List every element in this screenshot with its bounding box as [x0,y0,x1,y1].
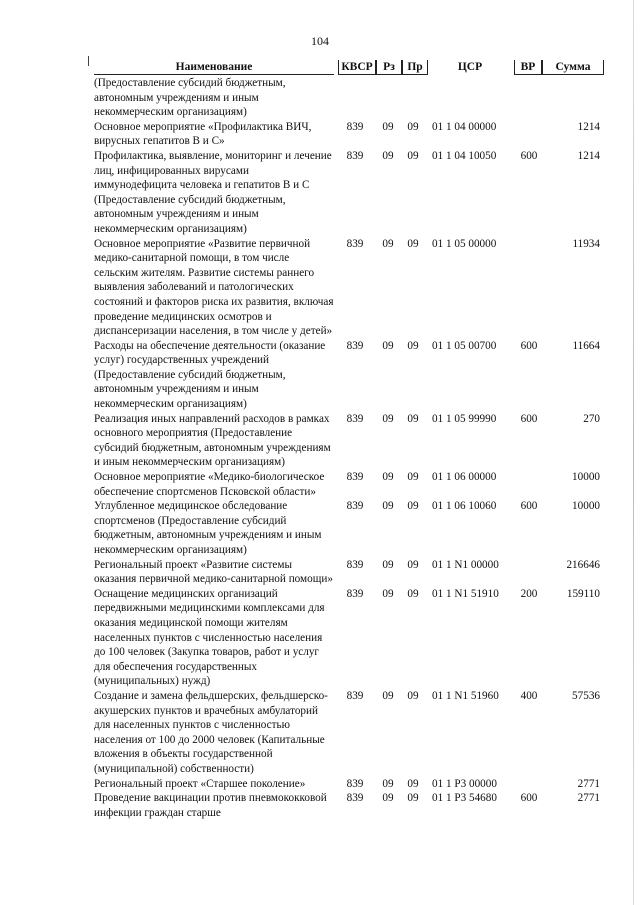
row-kvsr: 839 [346,587,364,600]
row-kvsr: 839 [346,558,364,571]
row-pr: 09 [407,412,419,425]
row-kvsr: 839 [346,471,364,484]
row-name: Профилактика, выявление, мониторинг и лечение лиц, инфицированных вирусами иммунодефицита человека и гепатитов В и С (Предоставление субсидий бюджетным, автономным учреждениям и иным некоммерческим организациям) [94,149,332,235]
row-sum: 10000 [572,471,600,484]
row-rz: 09 [382,777,394,790]
table-row [94,339,606,412]
row-pr: 09 [407,149,419,162]
row-csr: 01 1 06 10060 [432,500,497,513]
row-pr: 09 [407,777,419,790]
header-rz: Рз [376,60,402,75]
row-rz: 09 [382,500,394,513]
row-pr: 09 [407,237,419,250]
row-pr: 09 [407,587,419,600]
row-rz: 09 [382,412,394,425]
row-vr: 600 [520,792,538,805]
row-pr: 09 [407,339,419,352]
row-kvsr: 839 [346,689,364,702]
header-vr: ВР [514,60,542,75]
row-vr: 600 [520,149,538,162]
row-vr: 200 [520,587,538,600]
row-kvsr: 839 [346,777,364,790]
row-csr: 01 1 P3 00000 [432,777,497,790]
row-name: Реализация иных направлений расходов в рамках основного мероприятия (Предоставление субсидий бюджетным, автономным учреждениям и иным некоммерческим организациям) [94,412,331,469]
table-row [94,149,606,237]
row-kvsr: 839 [346,500,364,513]
row-rz: 09 [382,689,394,702]
row-sum: 216646 [566,558,600,571]
row-csr: 01 1 N1 51910 [432,587,499,600]
header-sum: Сумма [542,60,604,75]
row-rz: 09 [382,558,394,571]
margin-tick [88,56,89,66]
row-name: Основное мероприятие «Профилактика ВИЧ, вирусных гепатитов В и С» [94,120,312,148]
row-sum: 10000 [572,500,600,513]
row-sum: 57536 [572,689,600,702]
row-kvsr: 839 [346,339,364,352]
row-name: Основное мероприятие «Медико-биологическое обеспечение спортсменов Псковской области» [94,471,325,498]
table-row [94,120,606,149]
row-rz: 09 [382,149,394,162]
row-rz: 09 [382,471,394,484]
table-row [94,777,606,792]
scan-edge [633,0,634,905]
row-csr: 01 1 N1 00000 [432,558,499,571]
row-pr: 09 [407,558,419,571]
table-row [94,76,606,120]
row-kvsr: 839 [346,792,364,805]
row-sum: 1214 [577,149,600,162]
table-row [94,237,606,339]
row-vr: 600 [520,339,538,352]
row-kvsr: 839 [346,412,364,425]
row-name: (Предоставление субсидий бюджетным, автономным учреждениям и иным некоммерческим организациям) [94,77,286,119]
row-sum: 11664 [572,339,600,352]
row-csr: 01 1 04 10050 [432,149,497,162]
table-row [94,558,606,587]
row-pr: 09 [407,471,419,484]
table-row [94,587,606,689]
table-row [94,499,606,557]
table-header [94,60,606,76]
row-csr: 01 1 06 00000 [432,471,497,484]
row-sum: 2771 [577,792,600,805]
row-kvsr: 839 [346,237,364,250]
table-row [94,470,606,499]
row-vr: 400 [520,689,538,702]
row-name: Создание и замена фельдшерских, фельдшерско-акушерских пунктов и врачебных амбулаторий для населенных пунктов с численностью населения от 100 до 2000 человек (Капитальные вложения в объекты государственной (муниципальной) собственности) [94,689,328,775]
row-csr: 01 1 04 00000 [432,120,497,133]
row-pr: 09 [407,120,419,133]
row-name: Региональный проект «Развитие системы оказания первичной медико-санитарной помощи» [94,558,333,586]
row-csr: 01 1 05 00700 [432,339,497,352]
row-name: Проведение вакцинации против пневмококковой инфекции граждан старше [94,792,327,819]
row-vr: 600 [520,500,538,513]
row-rz: 09 [382,120,394,133]
row-csr: 01 1 P3 54680 [432,792,497,805]
header-kvsr: КВСР [338,60,376,75]
row-name: Региональный проект «Старшее поколение» [94,777,306,790]
row-csr: 01 1 05 00000 [432,237,497,250]
header-pr: Пр [402,60,428,75]
row-vr: 600 [520,412,538,425]
row-csr: 01 1 05 99990 [432,412,497,425]
row-rz: 09 [382,792,394,805]
row-csr: 01 1 N1 51960 [432,689,499,702]
table-row [94,791,606,820]
row-rz: 09 [382,587,394,600]
row-rz: 09 [382,339,394,352]
row-kvsr: 839 [346,120,364,133]
row-pr: 09 [407,500,419,513]
table-row [94,689,606,777]
budget-table [94,60,606,820]
row-sum: 159110 [566,587,600,600]
row-sum: 2771 [577,777,600,790]
row-kvsr: 839 [346,149,364,162]
row-pr: 09 [407,689,419,702]
table-body [94,76,606,820]
row-sum: 270 [583,412,600,425]
row-rz: 09 [382,237,394,250]
row-name: Углубленное медицинское обследование спортсменов (Предоставление субсидий бюджетным, автономным учреждениям и иным некоммерческим организациям) [94,500,322,556]
row-name: Расходы на обеспечение деятельности (оказание услуг) государственных учреждений (Предоставление субсидий бюджетным, автономным учреждениям и иным некоммерческим организациям) [94,339,326,411]
row-name: Оснащение медицинских организаций передвижными медицинскими комплексами для оказания медицинской помощи жителям населенных пунктов с численностью населения до 100 человек (Закупка товаров, работ и услуг для обеспечения государственных (муниципальных) нужд) [94,587,325,688]
row-sum: 11934 [572,237,600,250]
table-row [94,412,606,470]
row-name: Основное мероприятие «Развитие первичной медико-санитарной помощи, в том числе сельским жителям. Развитие системы раннего выявления заболеваний и патологических состояний и факторов риска их развития, включая проведение медицинских осмотров и диспансеризации населения, в том числе у детей» [94,237,334,338]
header-csr: ЦСР [457,61,483,73]
header-name: Наименование [94,60,334,75]
row-pr: 09 [407,792,419,805]
page-number: 104 [311,34,329,48]
row-sum: 1214 [577,120,600,133]
